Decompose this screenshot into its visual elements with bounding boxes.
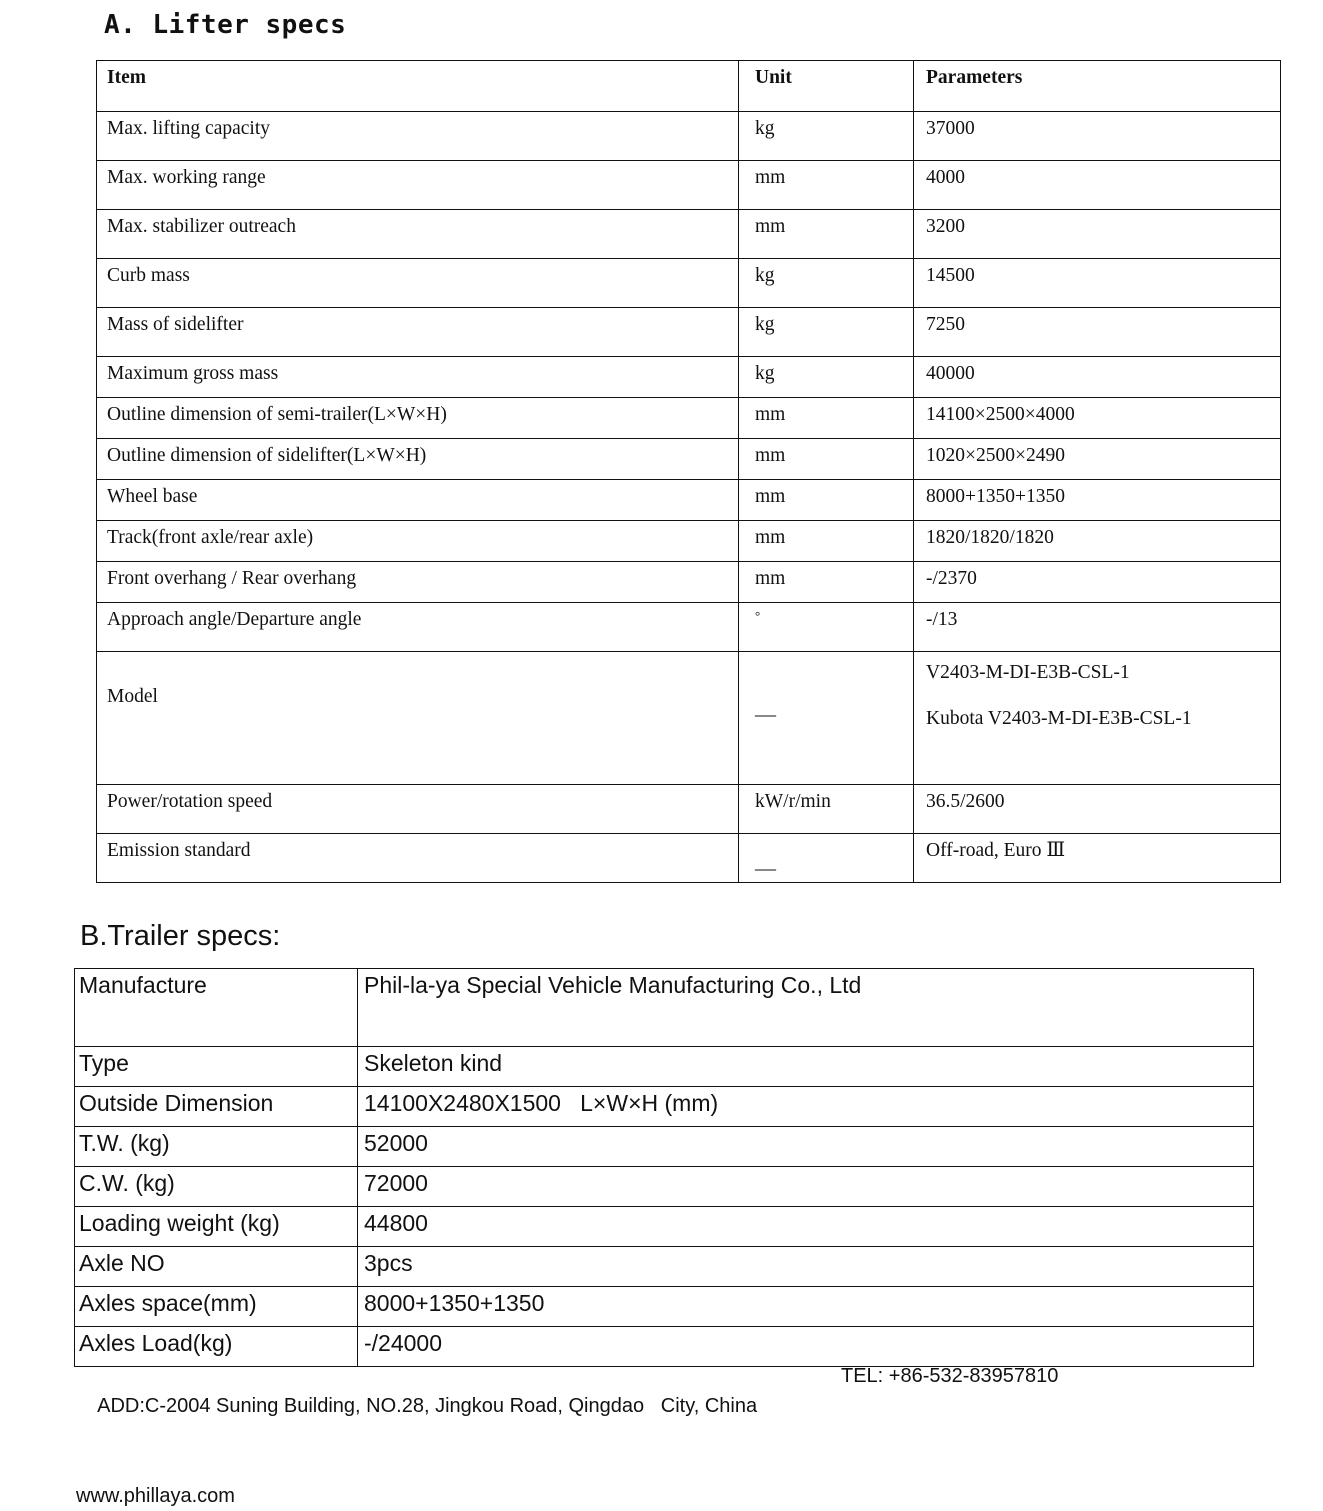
cell-param: 7250 — [914, 308, 1281, 357]
cell-label: Manufacture — [75, 969, 358, 1047]
cell-param: 37000 — [914, 112, 1281, 161]
model-line-2: Kubota V2403-M-DI-E3B-CSL-1 — [926, 708, 1192, 730]
table-row — [97, 439, 1281, 480]
cell-unit-emission — [739, 834, 914, 883]
cell-label: Axles space(mm) — [75, 1287, 358, 1327]
cell-unit: kg — [739, 308, 914, 357]
cell-param: 4000 — [914, 161, 1281, 210]
cell-item: Front overhang / Rear overhang — [97, 562, 739, 603]
table-row — [97, 357, 1281, 398]
table-row — [75, 1167, 1254, 1207]
table-row — [75, 1087, 1254, 1127]
trailer-specs-table — [74, 968, 1254, 1367]
header-cell-item: Item — [97, 61, 739, 112]
footer-telephone: TEL: +86-532-83957810 — [841, 1365, 1059, 1387]
lifter-specs-table — [96, 60, 1281, 883]
cell-unit: kW/r/min — [739, 785, 914, 834]
cell-item: Maximum gross mass — [97, 357, 739, 398]
cell-label: C.W. (kg) — [75, 1167, 358, 1207]
cell-item-model: Model — [97, 652, 739, 785]
cell-unit: kg — [739, 357, 914, 398]
cell-unit: mm — [739, 161, 914, 210]
cell-param: 36.5/2600 — [914, 785, 1281, 834]
cell-label: Axles Load(kg) — [75, 1327, 358, 1367]
table-row — [97, 308, 1281, 357]
table-row — [97, 562, 1281, 603]
cell-item: Outline dimension of semi-trailer(L×W×H) — [97, 398, 739, 439]
cell-item: Max. lifting capacity — [97, 112, 739, 161]
table-row-emission — [97, 834, 1281, 883]
cell-unit: mm — [739, 210, 914, 259]
cell-value: 14100X2480X1500 L×W×H (mm) — [358, 1087, 1254, 1127]
cell-param: -/2370 — [914, 562, 1281, 603]
cell-item: Emission standard — [97, 834, 739, 883]
cell-unit: mm — [739, 480, 914, 521]
cell-value: 52000 — [358, 1127, 1254, 1167]
cell-unit: kg — [739, 259, 914, 308]
lifter-specs-table-container — [96, 60, 1239, 883]
cell-item: Approach angle/Departure angle — [97, 603, 739, 652]
cell-param: Off-road, Euro Ⅲ — [914, 834, 1281, 883]
cell-item: Curb mass — [97, 259, 739, 308]
lifter-specs-table-body — [97, 61, 1281, 883]
table-row — [75, 1207, 1254, 1247]
cell-param: 14100×2500×4000 — [914, 398, 1281, 439]
cell-item: Outline dimension of sidelifter(L×W×H) — [97, 439, 739, 480]
cell-label: Loading weight (kg) — [75, 1207, 358, 1247]
cell-value: Phil-la-ya Special Vehicle Manufacturing Co., Ltd — [358, 969, 1254, 1047]
trailer-specs-table-container — [74, 968, 1243, 1367]
footer-website: www.phillaya.com — [76, 1485, 235, 1507]
cell-value: 3pcs — [358, 1247, 1254, 1287]
em-dash-icon: — — [755, 702, 775, 726]
cell-param: 1820/1820/1820 — [914, 521, 1281, 562]
table-row — [75, 1127, 1254, 1167]
table-row-power — [97, 785, 1281, 834]
cell-item: Mass of sidelifter — [97, 308, 739, 357]
em-dash-icon: — — [755, 856, 775, 880]
cell-param: 14500 — [914, 259, 1281, 308]
table-header-row — [97, 61, 1281, 112]
cell-unit: mm — [739, 398, 914, 439]
cell-value: 72000 — [358, 1167, 1254, 1207]
cell-unit: mm — [739, 562, 914, 603]
table-row — [75, 1047, 1254, 1087]
cell-param: -/13 — [914, 603, 1281, 652]
header-cell-unit: Unit — [739, 61, 914, 112]
cell-item: Wheel base — [97, 480, 739, 521]
cell-label: T.W. (kg) — [75, 1127, 358, 1167]
table-row — [75, 1247, 1254, 1287]
cell-item: Power/rotation speed — [97, 785, 739, 834]
cell-value: 8000+1350+1350 — [358, 1287, 1254, 1327]
cell-item: Max. stabilizer outreach — [97, 210, 739, 259]
cell-param-model — [914, 652, 1281, 785]
cell-item: Track(front axle/rear axle) — [97, 521, 739, 562]
cell-unit: mm — [739, 439, 914, 480]
cell-value: -/24000 — [358, 1327, 1254, 1367]
table-row — [97, 112, 1281, 161]
table-row — [97, 161, 1281, 210]
cell-label: Outside Dimension — [75, 1087, 358, 1127]
section-a-heading: A. Lifter specs — [104, 10, 347, 40]
table-row — [97, 210, 1281, 259]
table-row — [97, 603, 1281, 652]
cell-unit: mm — [739, 521, 914, 562]
table-row — [75, 1287, 1254, 1327]
cell-value: Skeleton kind — [358, 1047, 1254, 1087]
cell-param: 3200 — [914, 210, 1281, 259]
cell-unit-degree: ° — [739, 603, 914, 652]
cell-param: 8000+1350+1350 — [914, 480, 1281, 521]
cell-unit: kg — [739, 112, 914, 161]
trailer-specs-table-body — [75, 969, 1254, 1367]
footer-address: ADD:C-2004 Suning Building, NO.28, Jingkou Road, Qingdao City, China — [97, 1395, 758, 1417]
table-row — [97, 398, 1281, 439]
page-footer — [76, 1361, 1256, 1511]
cell-value: 44800 — [358, 1207, 1254, 1247]
section-b-heading: B.Trailer specs: — [80, 920, 281, 952]
cell-param: 40000 — [914, 357, 1281, 398]
header-cell-parameters: Parameters — [914, 61, 1281, 112]
table-row-model — [97, 652, 1281, 785]
table-row — [97, 480, 1281, 521]
model-line-1: V2403-M-DI-E3B-CSL-1 — [926, 662, 1130, 683]
table-row — [97, 259, 1281, 308]
cell-label: Type — [75, 1047, 358, 1087]
cell-item: Max. working range — [97, 161, 739, 210]
table-row — [97, 521, 1281, 562]
footer-address-line — [76, 1361, 1256, 1481]
cell-param: 1020×2500×2490 — [914, 439, 1281, 480]
cell-label: Axle NO — [75, 1247, 358, 1287]
cell-unit-model — [739, 652, 914, 785]
table-row — [75, 969, 1254, 1047]
